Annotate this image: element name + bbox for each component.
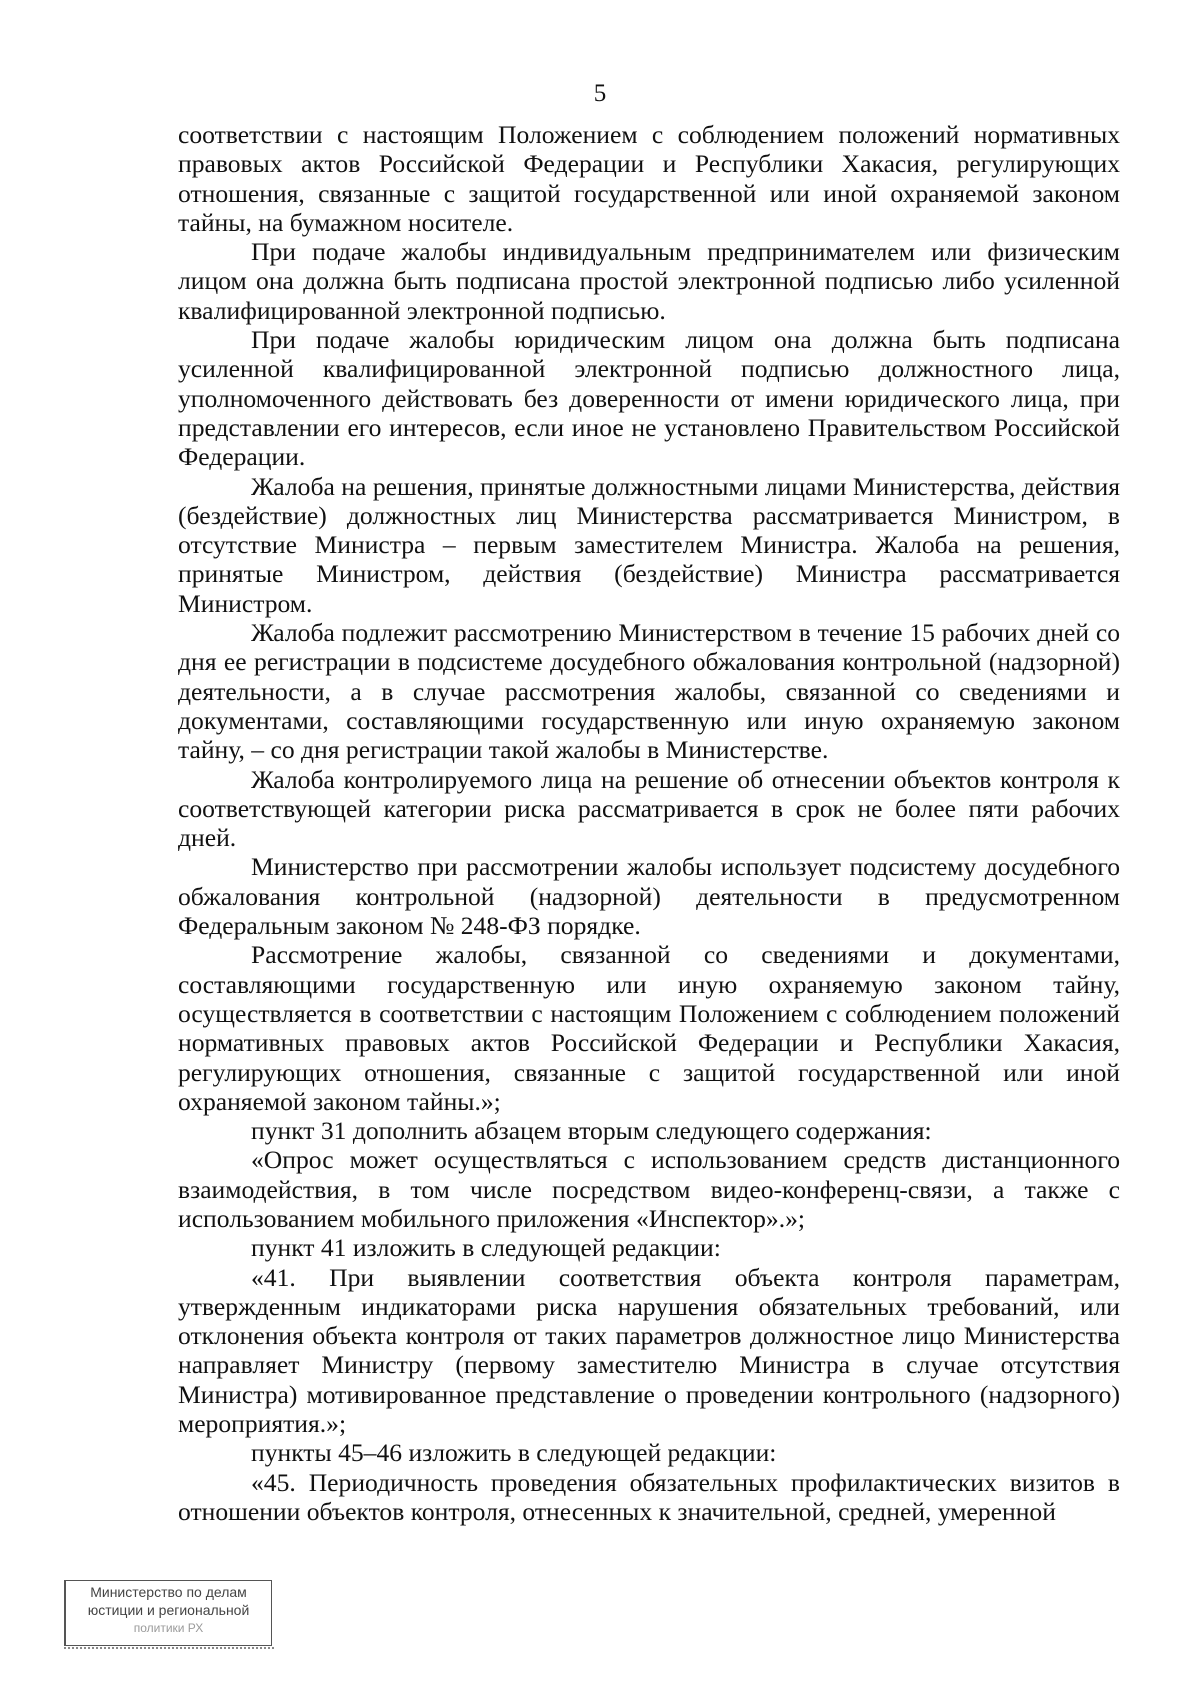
paragraph-10: «Опрос может осуществляться с использованием средств дистанционного взаимодействия, в том числе посредством видео-конференц-связи, а также с использованием мобильного приложения «Инспектор».»; [178,1145,1120,1233]
paragraph-14: «45. Периодичность проведения обязательных профилактических визитов в отношении объектов контроля, отнесенных к значительной, средней, умеренной [178,1467,1120,1526]
stamp-dotted-line [64,1647,274,1653]
document-body [178,120,1120,1526]
stamp-line-2: юстиции и региональной [87,1602,250,1618]
paragraph-5: Жалоба подлежит рассмотрению Министерством в течение 15 рабочих дней со дня ее регистрации в подсистеме досудебного обжалования контрольной (надзорной) деятельности, а в случае рассмотрения жалобы, связанной со сведениями и документами, составляющими государственную или иную охраняемую законом тайну, – со дня регистрации такой жалобы в Министерстве. [178,618,1120,765]
ministry-stamp [64,1580,272,1646]
paragraph-13: пункты 45–46 изложить в следующей редакции: [251,1438,777,1468]
paragraph-2: При подаче жалобы индивидуальным предпринимателем или физическим лицом она должна быть подписана простой электронной подписью либо усиленной квалифицированной электронной подписью. [178,237,1120,325]
stamp-line-3: политики РХ [133,1621,204,1635]
paragraph-7: Министерство при рассмотрении жалобы использует подсистему досудебного обжалования контрольной (надзорной) деятельности в предусмотренном Федеральным законом № 248-ФЗ порядке. [178,852,1120,941]
paragraph-11: пункт 41 изложить в следующей редакции: [251,1233,721,1263]
stamp-line-1: Министерство по делам [90,1584,247,1600]
paragraph-9: пункт 31 дополнить абзацем вторым следующего содержания: [251,1116,932,1146]
paragraph-12: «41. При выявлении соответствия объекта контроля параметрам, утвержденным индикаторами риска нарушения обязательных требований, или отклонения объекта контроля от таких параметров должностное лицо Министерства направляет Министру (первому заместителю Министра в случае отсутствия Министра) мотивированное представление о проведении контрольного (надзорного) мероприятия.»; [178,1262,1120,1439]
paragraph-4: Жалоба на решения, принятые должностными лицами Министерства, действия (бездействие) должностных лиц Министерства рассматривается Министром, в отсутствие Министра – первым заместителем Министра. Жалоба на решения, принятые Министром, действия (бездействие) Министра рассматривается Министром. [178,471,1120,618]
page-number: 5 [593,80,607,107]
paragraph-6: Жалоба контролируемого лица на решение об отнесении объектов контроля к соответствующей категории риска рассматривается в срок не более пяти рабочих дней. [178,764,1120,853]
paragraph-3: При подаче жалобы юридическим лицом она должна быть подписана усиленной квалифицированной электронной подписью должностного лица, уполномоченного действовать без доверенности от имени юридического лица, при представлении его интересов, если иное не установлено Правительством Российской Федерации. [178,325,1120,472]
paragraph-1: соответствии с настоящим Положением с соблюдением положений нормативных правовых актов Российской Федерации и Республики Хакасия, регулирующих отношения, связанные с защитой государственной или иной охраняемой законом тайны, на бумажном носителе. [178,120,1120,237]
paragraph-8: Рассмотрение жалобы, связанной со сведениями и документами, составляющими государственную или иную охраняемую законом тайну, осуществляется в соответствии с настоящим Положением с соблюдением положений нормативных правовых актов Российской Федерации и Республики Хакасия, регулирующих отношения, связанные с защитой государственной или иной охраняемой законом тайны.»; [178,940,1120,1116]
